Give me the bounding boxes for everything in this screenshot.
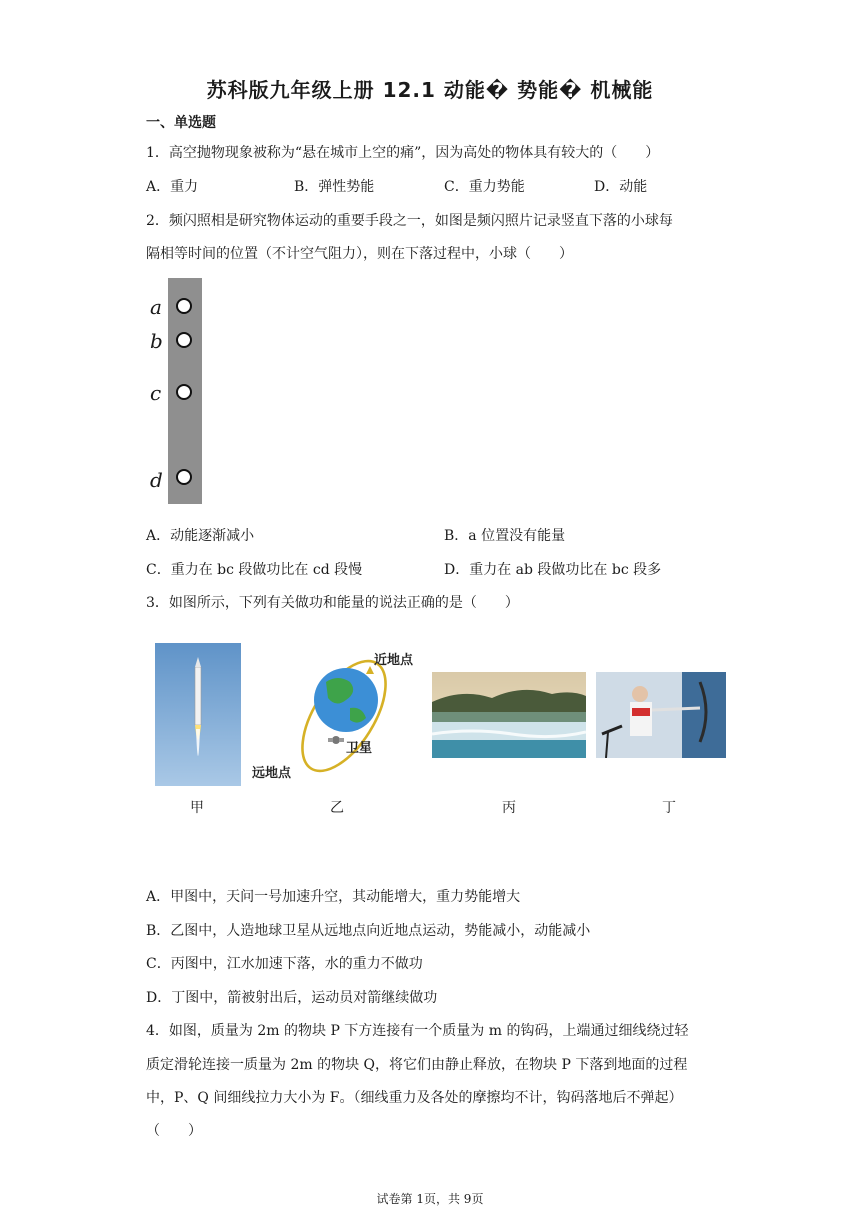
q2-option-a: A．动能逐渐减小 <box>146 528 255 544</box>
q1-option-b: B．弹性势能 <box>294 179 375 195</box>
q2-stem-line-1: 2．频闪照相是研究物体运动的重要手段之一，如图是频闪照片记录竖直下落的小球每 <box>146 213 673 229</box>
figure-caption-yi: 乙 <box>330 800 344 816</box>
section-heading: 一、单选题 <box>146 115 216 131</box>
q1-option-a: A．重力 <box>146 179 199 195</box>
ball-position-c <box>176 384 192 400</box>
ball-position-b <box>176 332 192 348</box>
q3-stem: 3．如图所示，下列有关做功和能量的说法正确的是（ ） <box>146 595 519 611</box>
q3-option-c: C．丙图中，江水加速下落，水的重力不做功 <box>146 956 423 972</box>
label-a: a <box>150 295 162 319</box>
apogee-label: 远地点 <box>252 766 292 781</box>
q2-option-c: C．重力在 bc 段做功比在 cd 段慢 <box>146 562 363 578</box>
q4-stem-line-2: 质定滑轮连接一质量为 2m 的物块 Q，将它们由静止释放，在物块 P 下落到地面的过程 <box>146 1057 688 1073</box>
label-d: d <box>150 468 163 492</box>
q1-stem: 1．高空抛物现象被称为“悬在城市上空的痛”，因为高处的物体具有较大的（ ） <box>146 145 660 161</box>
q2-option-b: B．a 位置没有能量 <box>444 528 566 544</box>
satellite-orbit-diagram <box>250 648 428 784</box>
archery-photo <box>596 672 726 758</box>
q4-stem-line-3: 中，P、Q 间细线拉力大小为 F。（细线重力及各处的摩擦均不计，钩码落地后不弹起） <box>146 1090 683 1106</box>
q1-option-c: C．重力势能 <box>444 179 525 195</box>
q3-option-d: D．丁图中，箭被射出后，运动员对箭继续做功 <box>146 990 438 1006</box>
page-title: 苏科版九年级上册 12.1 动能� 势能� 机械能 <box>206 78 654 102</box>
ball-position-a <box>176 298 192 314</box>
q4-stem-line-4: （ ） <box>146 1123 202 1139</box>
q3-option-a: A．甲图中，天问一号加速升空，其动能增大，重力势能增大 <box>146 889 521 905</box>
label-c: c <box>150 381 162 405</box>
satellite-label: 卫星 <box>346 741 373 756</box>
q2-option-d: D．重力在 ab 段做功比在 bc 段多 <box>444 562 662 578</box>
waterfall-photo <box>432 672 586 758</box>
q2-stem-line-2: 隔相等时间的位置（不计空气阻力），则在下落过程中，小球（ ） <box>146 246 573 262</box>
page-footer: 试卷第 1页，共 9页 <box>376 1192 484 1206</box>
figure-caption-bing: 丙 <box>502 800 516 816</box>
q4-stem-line-1: 4．如图，质量为 2m 的物块 P 下方连接有一个质量为 m 的钩码，上端通过细线绕过轻 <box>146 1023 689 1039</box>
ball-position-d <box>176 469 192 485</box>
perigee-label: 近地点 <box>374 653 414 668</box>
q3-option-b: B．乙图中，人造地球卫星从远地点向近地点运动，势能减小，动能减小 <box>146 923 591 939</box>
figure-caption-jia: 甲 <box>190 800 204 816</box>
label-b: b <box>150 329 163 353</box>
q1-option-d: D．动能 <box>594 179 648 195</box>
rocket-launch-photo <box>155 643 241 786</box>
figure-caption-ding: 丁 <box>662 800 676 816</box>
